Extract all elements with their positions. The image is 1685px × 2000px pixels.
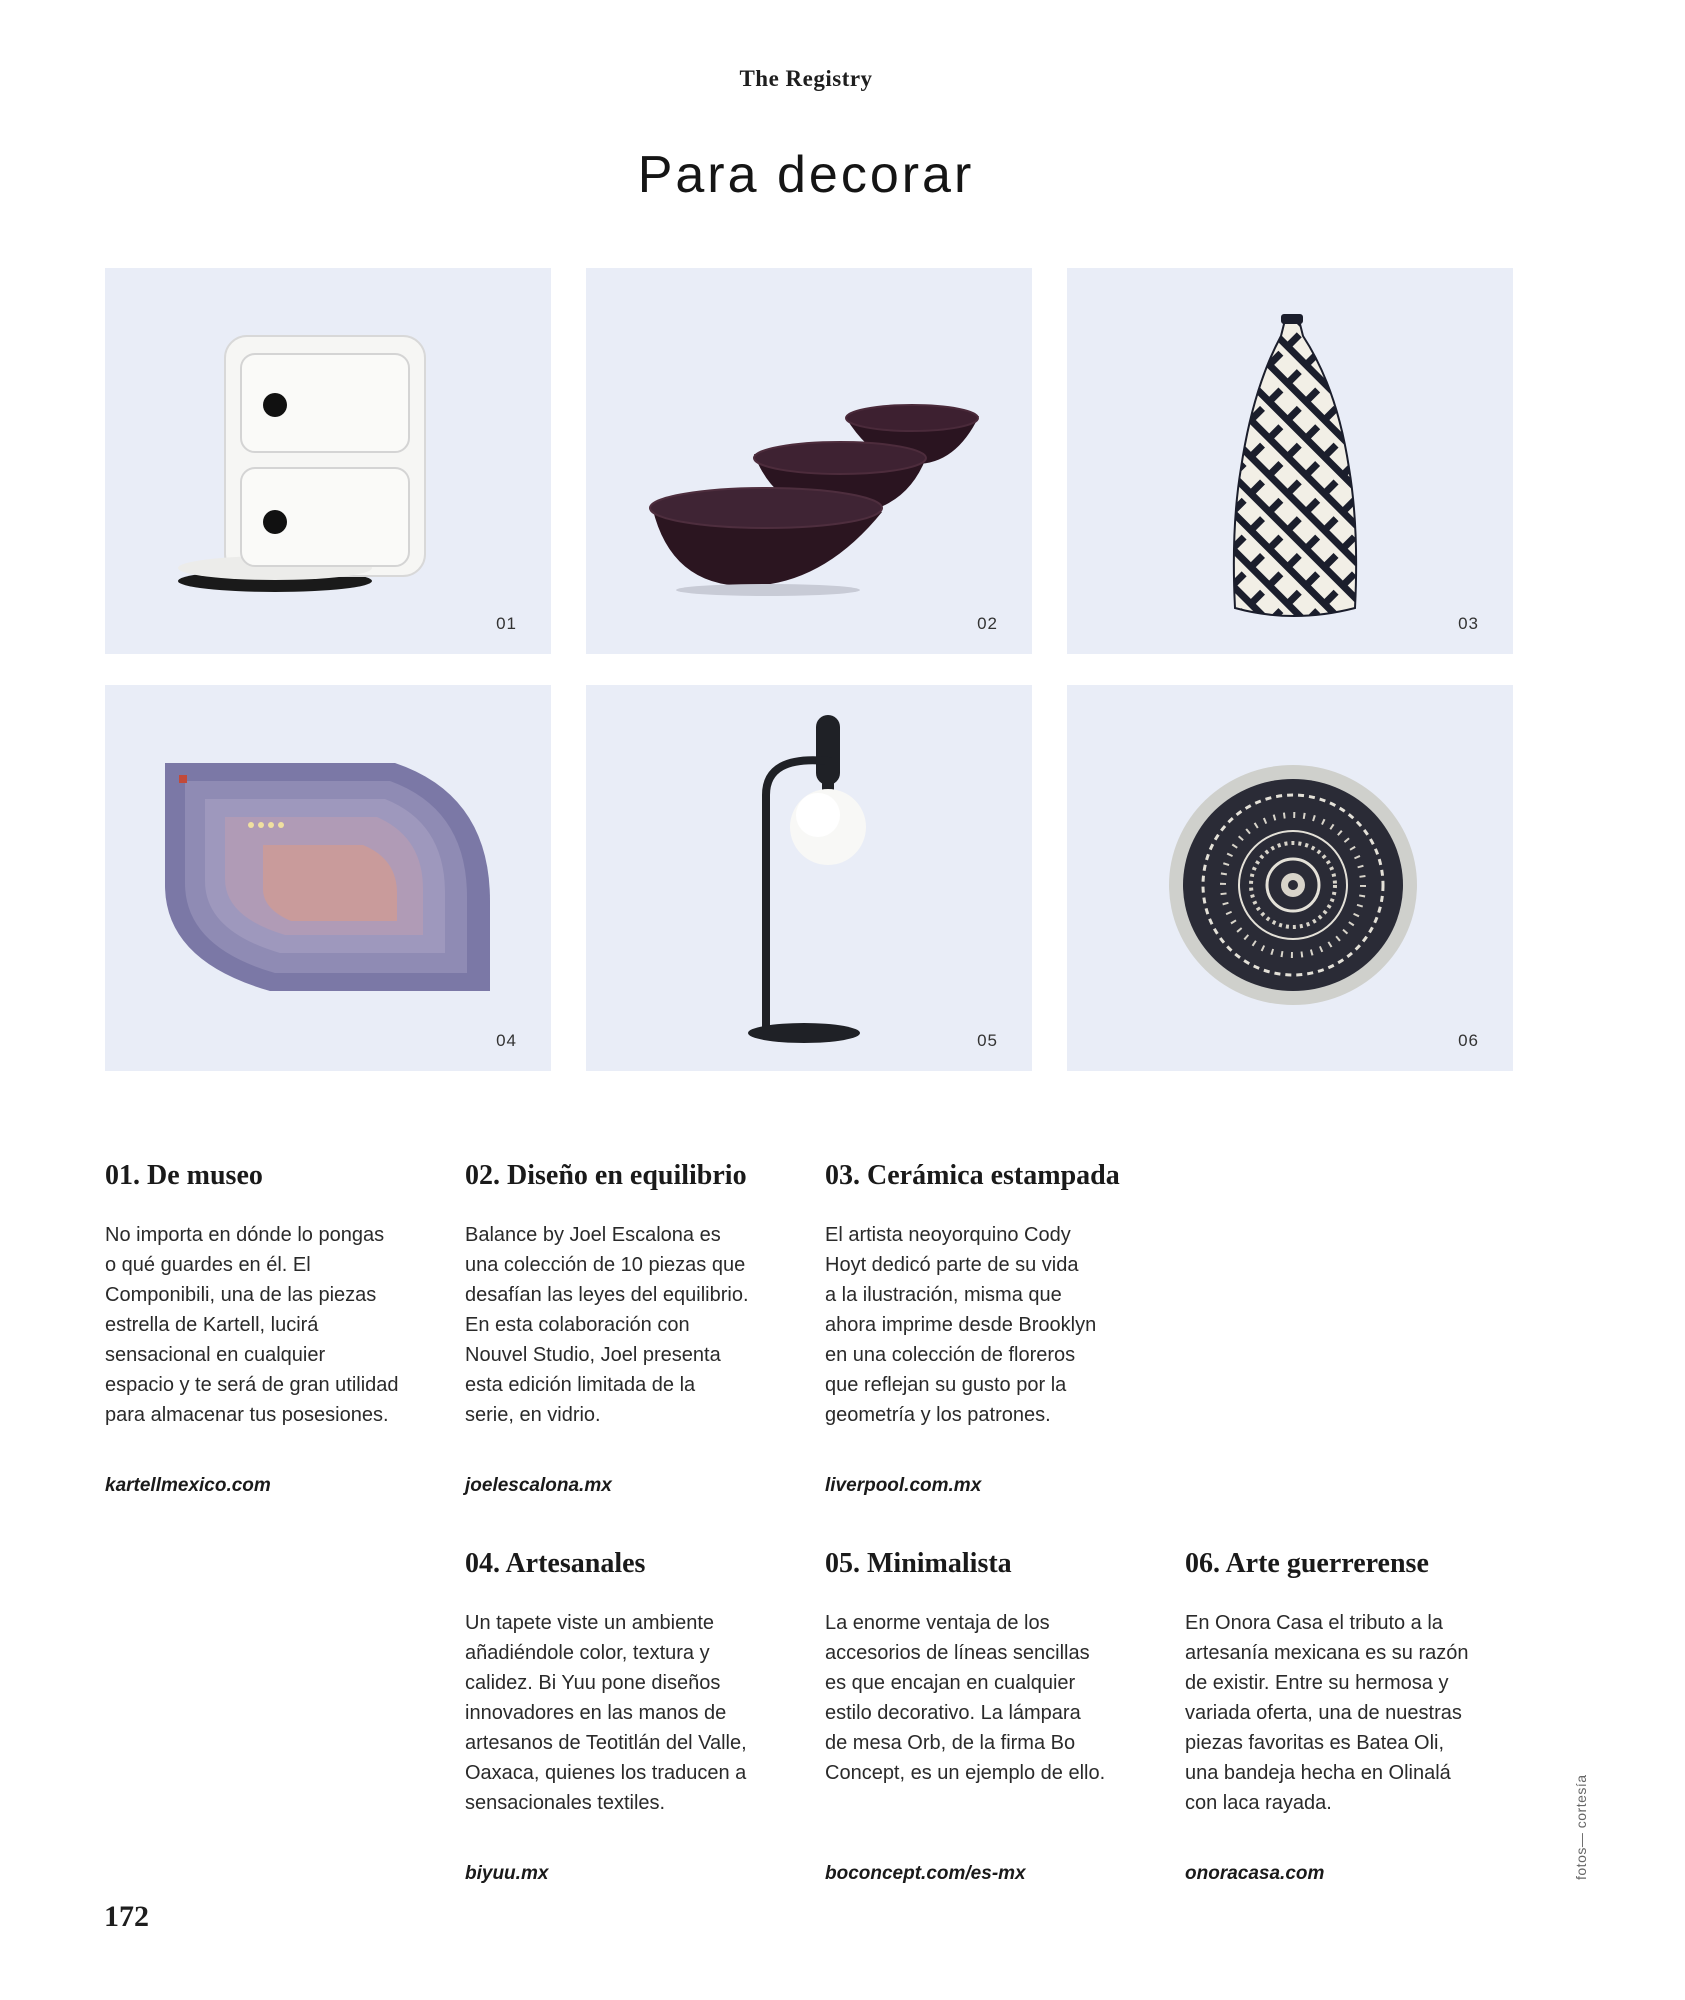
item-link[interactable]: kartellmexico.com — [105, 1475, 271, 1496]
tile-number: 04 — [496, 1031, 517, 1050]
item-description: Un tapete viste un ambiente añadiéndole color, textura y calidez. Bi Yuu pone diseños innovadores en las manos de artesanos de Teotitlán del Valle, Oaxaca, quienes los traducen a sensacionales textiles. — [465, 1612, 747, 1814]
item-title: 05. Minimalista — [825, 1548, 1012, 1579]
tile-number: 03 — [1458, 614, 1479, 633]
product-tile-01 — [105, 268, 551, 654]
tile-number: 06 — [1458, 1031, 1479, 1050]
product-tile-05 — [586, 685, 1032, 1071]
item-link[interactable]: biyuu.mx — [465, 1863, 549, 1884]
page-title: Para decorar — [637, 146, 975, 204]
decorative-tray-icon — [1067, 685, 1513, 1071]
product-tile-02 — [586, 268, 1032, 654]
product-tile-04 — [105, 685, 551, 1071]
table-lamp-icon — [586, 685, 1032, 1071]
item-title: 01. De museo — [105, 1160, 263, 1191]
item-title: 04. Artesanales — [465, 1548, 646, 1579]
product-item-04 — [465, 1548, 805, 1888]
item-description: El artista neoyorquino Cody Hoyt dedicó parte de su vida a la ilustración, misma que ahora imprime desde Brooklyn en una colección de floreros que reflejan su gusto por la geometría y los patrones. — [825, 1224, 1097, 1426]
patterned-vase-icon — [1067, 268, 1513, 654]
tile-number: 05 — [977, 1031, 998, 1050]
rug-icon — [105, 685, 551, 1071]
item-title: 06. Arte guerrerense — [1185, 1548, 1429, 1579]
photo-credit: fotos— cortesía — [1573, 1774, 1589, 1880]
product-item-03 — [825, 1160, 1165, 1500]
item-link[interactable]: liverpool.com.mx — [825, 1475, 982, 1496]
product-tile-03 — [1067, 268, 1513, 654]
tile-number: 01 — [496, 614, 517, 633]
product-item-06 — [1185, 1548, 1525, 1888]
item-description: La enorme ventaja de los accesorios de líneas sencillas es que encajan en cualquier estilo decorativo. La lámpara de mesa Orb, de la firma Bo Concept, es un ejemplo de ello. — [825, 1612, 1106, 1784]
product-item-05 — [825, 1548, 1165, 1888]
item-title: 02. Diseño en equilibrio — [465, 1160, 747, 1191]
item-description: En Onora Casa el tributo a la artesanía mexicana es su razón de existir. Entre su hermosa y variada oferta, una de nuestras piezas favoritas es Batea Oli, una bandeja hecha en Olinalá con laca rayada. — [1185, 1612, 1469, 1814]
product-item-02 — [465, 1160, 805, 1500]
item-title: 03. Cerámica estampada — [825, 1160, 1120, 1191]
item-link[interactable]: onoracasa.com — [1185, 1863, 1325, 1884]
page-number: 172 — [104, 1900, 149, 1933]
item-description: No importa en dónde lo pongas o qué guardes en él. El Componibili, una de las piezas estrella de Kartell, lucirá sensacional en cualquier espacio y te será de gran utilidad para almacenar tus posesiones. — [105, 1224, 399, 1426]
item-description: Balance by Joel Escalona es una colección de 10 piezas que desafían las leyes del equilibrio. En esta colaboración con Nouvel Studio, Joel presenta esta edición limitada de la serie, en vidrio. — [465, 1224, 749, 1426]
product-tile-06 — [1067, 685, 1513, 1071]
stacked-bowls-icon — [586, 268, 1032, 654]
item-link[interactable]: joelescalona.mx — [465, 1475, 612, 1496]
product-item-01 — [105, 1160, 445, 1500]
section-label: The Registry — [739, 66, 873, 91]
storage-unit-icon — [105, 268, 551, 654]
item-link[interactable]: boconcept.com/es-mx — [825, 1863, 1026, 1884]
tile-number: 02 — [977, 614, 998, 633]
